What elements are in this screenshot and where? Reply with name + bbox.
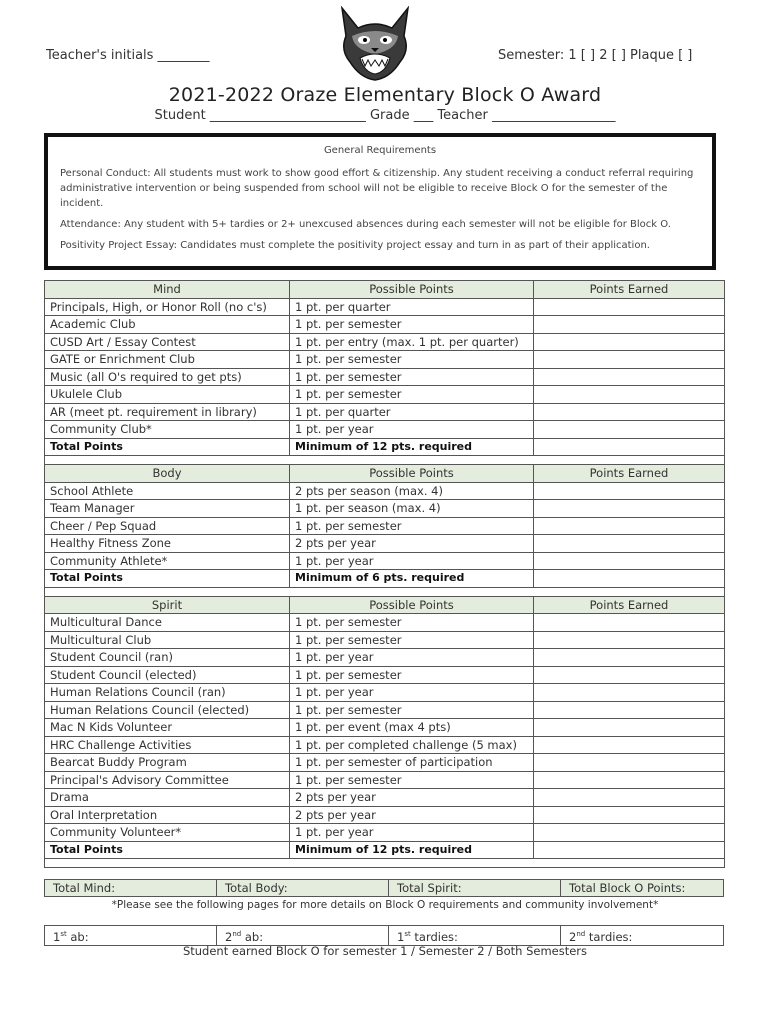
possible-points: 1 pt. per semester xyxy=(290,771,534,789)
totals-table xyxy=(44,879,724,897)
spirit-total-row xyxy=(45,841,725,859)
mind-points-earned-header: Points Earned xyxy=(534,281,725,299)
activity-name: HRC Challenge Activities xyxy=(45,736,290,754)
spirit-possible-points-header: Possible Points xyxy=(290,596,534,614)
activity-name: Music (all O's required to get pts) xyxy=(45,368,290,386)
spirit-total-earned xyxy=(534,841,725,859)
spirit-total-requirement: Minimum of 12 pts. required xyxy=(290,841,534,859)
activity-name: Student Council (elected) xyxy=(45,666,290,684)
first-absences-sup: st xyxy=(60,930,67,938)
total-block-o: Total Block O Points: xyxy=(561,880,724,897)
spirit-header-row xyxy=(45,596,725,614)
points-earned-cell xyxy=(534,351,725,369)
table-row xyxy=(45,789,725,807)
total-mind: Total Mind: xyxy=(45,880,217,897)
points-earned-cell xyxy=(534,736,725,754)
possible-points: 1 pt. per year xyxy=(290,649,534,667)
table-row xyxy=(45,684,725,702)
body-points-earned-header: Points Earned xyxy=(534,465,725,483)
possible-points: 1 pt. per completed challenge (5 max) xyxy=(290,736,534,754)
total-spirit: Total Spirit: xyxy=(389,880,561,897)
body-total-row xyxy=(45,570,725,588)
mind-category-header: Mind xyxy=(45,281,290,299)
possible-points: 1 pt. per year xyxy=(290,421,534,439)
points-earned-cell xyxy=(534,824,725,842)
first-absences-label: ab: xyxy=(66,929,89,944)
mind-header-row xyxy=(45,281,725,299)
activity-name: Community Athlete* xyxy=(45,552,290,570)
points-earned-cell xyxy=(534,386,725,404)
table-row xyxy=(45,316,725,334)
second-absences-label: ab: xyxy=(241,929,264,944)
possible-points: 1 pt. per semester xyxy=(290,517,534,535)
first-tardies-sup: st xyxy=(404,930,411,938)
points-earned-cell xyxy=(534,500,725,518)
activity-name: Ukulele Club xyxy=(45,386,290,404)
table-row xyxy=(45,386,725,404)
section-spacer xyxy=(45,587,725,596)
attendance-requirement: Attendance: Any student with 5+ tardies or 2+ unexcused absences during each semester will not be eligible for Block O. xyxy=(60,219,671,230)
body-total-label: Total Points xyxy=(45,570,290,588)
points-earned-cell xyxy=(534,719,725,737)
points-earned-cell xyxy=(534,403,725,421)
activity-name: School Athlete xyxy=(45,482,290,500)
possible-points: 1 pt. per semester xyxy=(290,368,534,386)
activity-name: Community Club* xyxy=(45,421,290,439)
table-row xyxy=(45,806,725,824)
mind-total-earned xyxy=(534,438,725,456)
table-row xyxy=(45,482,725,500)
activity-name: Multicultural Dance xyxy=(45,614,290,632)
mind-total-label: Total Points xyxy=(45,438,290,456)
points-earned-cell xyxy=(534,614,725,632)
table-row xyxy=(45,649,725,667)
second-tardies-sup: nd xyxy=(576,930,586,938)
table-row xyxy=(45,368,725,386)
points-earned-cell xyxy=(534,368,725,386)
activity-name: AR (meet pt. requirement in library) xyxy=(45,403,290,421)
activity-name: Academic Club xyxy=(45,316,290,334)
second-absences-cell xyxy=(217,926,389,946)
mind-possible-points-header: Possible Points xyxy=(290,281,534,299)
activity-name: Mac N Kids Volunteer xyxy=(45,719,290,737)
points-table xyxy=(44,280,725,868)
mind-total-requirement: Minimum of 12 pts. required xyxy=(290,438,534,456)
table-row xyxy=(45,351,725,369)
possible-points: 2 pts per season (max. 4) xyxy=(290,482,534,500)
section-spacer xyxy=(45,859,725,868)
first-tardies-cell xyxy=(389,926,561,946)
spirit-total-label: Total Points xyxy=(45,841,290,859)
possible-points: 2 pts per year xyxy=(290,789,534,807)
activity-name: Healthy Fitness Zone xyxy=(45,535,290,553)
body-total-earned xyxy=(534,570,725,588)
absences-table xyxy=(44,925,724,946)
essay-requirement: Positivity Project Essay: Candidates must complete the positivity project essay and turn in as part of their application. xyxy=(60,240,650,251)
points-earned-cell xyxy=(534,771,725,789)
possible-points: 1 pt. per quarter xyxy=(290,298,534,316)
spacer-cell xyxy=(45,859,725,868)
possible-points: 1 pt. per season (max. 4) xyxy=(290,500,534,518)
possible-points: 1 pt. per semester xyxy=(290,666,534,684)
points-earned-cell xyxy=(534,806,725,824)
points-earned-cell xyxy=(534,517,725,535)
table-row xyxy=(45,552,725,570)
teacher-initials: Teacher's initials ________ xyxy=(46,48,210,63)
table-row xyxy=(45,824,725,842)
table-row xyxy=(45,736,725,754)
possible-points: 1 pt. per semester xyxy=(290,386,534,404)
points-earned-cell xyxy=(534,631,725,649)
activity-name: GATE or Enrichment Club xyxy=(45,351,290,369)
possible-points: 1 pt. per semester xyxy=(290,701,534,719)
activity-name: Principal's Advisory Committee xyxy=(45,771,290,789)
bobcat-logo-icon xyxy=(338,6,412,82)
spirit-category-header: Spirit xyxy=(45,596,290,614)
points-earned-cell xyxy=(534,649,725,667)
footnote: *Please see the following pages for more details on Block O requirements and community involvement* xyxy=(111,899,659,911)
spacer-cell xyxy=(45,587,725,596)
possible-points: 1 pt. per year xyxy=(290,552,534,570)
second-tardies-num: 2 xyxy=(569,929,577,944)
table-row xyxy=(45,754,725,772)
possible-points: 1 pt. per entry (max. 1 pt. per quarter) xyxy=(290,333,534,351)
points-earned-cell xyxy=(534,421,725,439)
points-earned-cell xyxy=(534,789,725,807)
first-tardies-num: 1 xyxy=(397,929,405,944)
page-title: 2021-2022 Oraze Elementary Block O Award xyxy=(168,84,602,106)
semester-checkboxes: Semester: 1 [ ] 2 [ ] Plaque [ ] xyxy=(498,48,693,63)
mind-total-row xyxy=(45,438,725,456)
first-absences-cell xyxy=(45,926,217,946)
table-row xyxy=(45,500,725,518)
activity-name: Drama xyxy=(45,789,290,807)
general-requirements-box xyxy=(44,133,716,270)
second-absences-num: 2 xyxy=(225,929,233,944)
body-category-header: Body xyxy=(45,465,290,483)
activity-name: Principals, High, or Honor Roll (no c's) xyxy=(45,298,290,316)
possible-points: 1 pt. per semester of participation xyxy=(290,754,534,772)
possible-points: 1 pt. per event (max 4 pts) xyxy=(290,719,534,737)
points-earned-cell xyxy=(534,552,725,570)
points-earned-cell xyxy=(534,316,725,334)
possible-points: 1 pt. per semester xyxy=(290,351,534,369)
student-info-line: Student ________________________ Grade ___ Teacher ___________________ xyxy=(154,108,616,123)
body-possible-points-header: Possible Points xyxy=(290,465,534,483)
spirit-points-earned-header: Points Earned xyxy=(534,596,725,614)
points-table-body xyxy=(45,281,725,868)
activity-name: Cheer / Pep Squad xyxy=(45,517,290,535)
table-row xyxy=(45,421,725,439)
activity-name: Community Volunteer* xyxy=(45,824,290,842)
body-total-requirement: Minimum of 6 pts. required xyxy=(290,570,534,588)
table-row xyxy=(45,701,725,719)
table-row xyxy=(45,517,725,535)
table-row xyxy=(45,631,725,649)
spacer-cell xyxy=(45,456,725,465)
table-row xyxy=(45,719,725,737)
section-spacer xyxy=(45,456,725,465)
activity-name: Team Manager xyxy=(45,500,290,518)
activity-name: Human Relations Council (ran) xyxy=(45,684,290,702)
activity-name: Bearcat Buddy Program xyxy=(45,754,290,772)
activity-name: Multicultural Club xyxy=(45,631,290,649)
table-row xyxy=(45,614,725,632)
activity-name: CUSD Art / Essay Contest xyxy=(45,333,290,351)
possible-points: 1 pt. per semester xyxy=(290,614,534,632)
table-row xyxy=(45,403,725,421)
table-row xyxy=(45,666,725,684)
totals-row xyxy=(45,880,724,897)
second-tardies-cell xyxy=(561,926,724,946)
possible-points: 1 pt. per semester xyxy=(290,316,534,334)
possible-points: 2 pts per year xyxy=(290,806,534,824)
possible-points: 1 pt. per year xyxy=(290,684,534,702)
first-tardies-label: tardies: xyxy=(410,929,458,944)
second-tardies-label: tardies: xyxy=(585,929,633,944)
possible-points: 1 pt. per quarter xyxy=(290,403,534,421)
absences-row xyxy=(45,926,724,946)
activity-name: Human Relations Council (elected) xyxy=(45,701,290,719)
possible-points: 1 pt. per semester xyxy=(290,631,534,649)
footer-semester-line: Student earned Block O for semester 1 / Semester 2 / Both Semesters xyxy=(182,944,588,958)
points-earned-cell xyxy=(534,535,725,553)
general-requirements-title: General Requirements xyxy=(323,145,437,156)
table-row xyxy=(45,333,725,351)
activity-name: Student Council (ran) xyxy=(45,649,290,667)
points-earned-cell xyxy=(534,333,725,351)
points-earned-cell xyxy=(534,482,725,500)
points-earned-cell xyxy=(534,298,725,316)
second-absences-sup: nd xyxy=(232,930,242,938)
first-absences-num: 1 xyxy=(53,929,61,944)
points-earned-cell xyxy=(534,666,725,684)
possible-points: 1 pt. per year xyxy=(290,824,534,842)
possible-points: 2 pts per year xyxy=(290,535,534,553)
activity-name: Oral Interpretation xyxy=(45,806,290,824)
points-earned-cell xyxy=(534,701,725,719)
points-earned-cell xyxy=(534,684,725,702)
total-body: Total Body: xyxy=(217,880,389,897)
table-row xyxy=(45,535,725,553)
table-row xyxy=(45,298,725,316)
conduct-requirement: Personal Conduct: All students must work to show good effort & citizenship. Any student receiving a conduct referral requiring administrative intervention or being suspended from school will not be eligible to receive Block O for the semester of the incident. xyxy=(60,168,694,209)
table-row xyxy=(45,771,725,789)
points-earned-cell xyxy=(534,754,725,772)
body-header-row xyxy=(45,465,725,483)
